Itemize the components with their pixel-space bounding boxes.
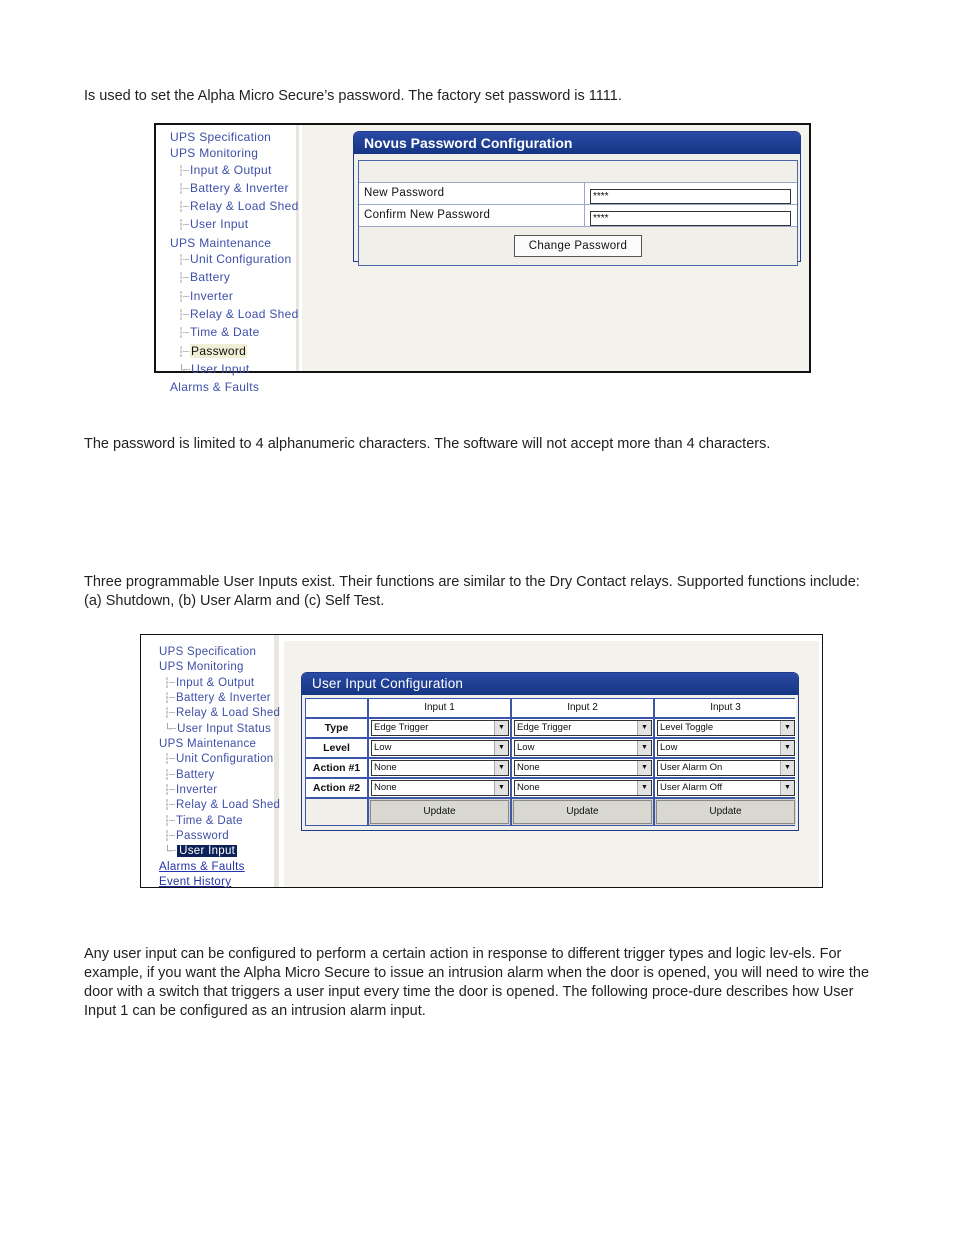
column-header-input-3: Input 3 [655,699,796,717]
column-header-input-1: Input 1 [369,699,510,717]
confirm-password-field[interactable] [590,211,791,226]
new-password-label: New Password [359,183,585,204]
chevron-down-icon[interactable]: ▼ [494,761,508,775]
action2-select-input-3[interactable]: User Alarm Off ▼ [657,780,795,796]
chevron-down-icon[interactable]: ▼ [637,721,651,735]
nav-ups-specification[interactable]: UPS Specification [170,130,272,144]
chevron-down-icon[interactable]: ▼ [494,741,508,755]
nav-inverter[interactable]: ┆┈ Inverter [178,288,234,303]
button-row [359,227,797,265]
content-area [284,641,819,887]
new-password-row [359,183,797,205]
type-select-input-1[interactable]: Edge Trigger ▼ [371,720,509,736]
sidebar-nav [141,635,279,887]
level-select-input-2[interactable]: Low ▼ [514,740,652,756]
nav-inverter[interactable]: ┆┈ Inverter [164,784,218,797]
password-config-screenshot [154,123,811,395]
user-input-table [305,698,795,826]
nav-ups-maintenance[interactable]: UPS Maintenance [159,738,257,751]
nav-ups-maintenance[interactable]: UPS Maintenance [170,235,272,250]
update-row-spacer [306,799,367,825]
update-button-input-3[interactable]: Update [656,800,795,824]
configuration-explanation-paragraph: Any user input can be configured to perform a certain action in response to different trigger types and logic lev-els. For example, if you want the Alpha Micro Secure to issue an intrusion alarm when the door is opened, you will need to wire the door with a switch that triggers a user input every time the door is opened. The following proce-dure describes how User Input 1 can be configured as an intrusion alarm input. [84,946,870,1019]
change-password-button[interactable]: Change Password [514,235,642,257]
nav-password[interactable]: ┆┈ Password [164,830,229,843]
action2-select-input-1[interactable]: None ▼ [371,780,509,796]
sidebar-nav [156,125,299,395]
nav-battery[interactable]: ┆┈ Battery [178,270,231,285]
nav-ups-monitoring[interactable]: UPS Monitoring [170,146,259,161]
password-form [358,160,798,266]
chevron-down-icon[interactable]: ▼ [494,781,508,795]
nav-relay-load-shed[interactable]: ┆┈ Relay & Load Shed [178,199,299,214]
corner-cell [306,699,367,717]
chevron-down-icon[interactable]: ▼ [637,761,651,775]
chevron-down-icon[interactable]: ▼ [780,721,794,735]
password-config-panel [353,131,801,262]
confirm-password-label: Confirm New Password [359,205,585,226]
nav-input-output[interactable]: ┆┈ Input & Output [178,162,272,177]
nav-alarms-faults[interactable]: Alarms & Faults [170,380,260,395]
nav-user-input-monitoring[interactable]: ┆┈ User Input [178,217,249,232]
nav-user-input[interactable]: └┈ User Input [164,845,236,858]
user-input-config-screenshot [140,634,823,888]
nav-time-date[interactable]: ┆┈ Time & Date [178,325,260,340]
row-header-action-1: Action #1 [306,759,367,777]
nav-event-history[interactable]: Event History [159,876,232,889]
chevron-down-icon[interactable]: ▼ [637,781,651,795]
action1-select-input-2[interactable]: None ▼ [514,760,652,776]
nav-ups-specification[interactable]: UPS Specification [159,646,257,658]
nav-alarms-faults[interactable]: Alarms & Faults [159,860,245,873]
nav-battery-inverter[interactable]: ┆┈ Battery & Inverter [178,180,289,195]
password-limit-paragraph: The password is limited to 4 alphanumeric characters. The software will not accept more than 4 characters. [84,436,771,452]
nav-password[interactable]: ┆┈ Password [178,343,247,358]
row-header-type: Type [306,719,367,737]
column-header-input-2: Input 2 [512,699,653,717]
content-area [302,125,809,371]
nav-battery-inverter[interactable]: ┆┈ Battery & Inverter [164,692,271,705]
nav-battery[interactable]: ┆┈ Battery [164,768,215,781]
action2-select-input-2[interactable]: None ▼ [514,780,652,796]
new-password-field[interactable] [590,189,791,204]
panel-title: User Input Configuration [302,673,798,695]
chevron-down-icon[interactable]: ▼ [780,761,794,775]
panel-title: Novus Password Configuration [354,132,800,154]
nav-user-input[interactable]: └┈ User Input [178,361,250,376]
user-inputs-paragraph: Three programmable User Inputs exist. Their functions are similar to the Dry Contact relays. Supported functions include: (a) Shutdown, (b) User Alarm and (c) Self Test. [84,574,860,609]
chevron-down-icon[interactable]: ▼ [780,741,794,755]
chevron-down-icon[interactable]: ▼ [780,781,794,795]
row-header-action-2: Action #2 [306,779,367,797]
type-select-input-2[interactable]: Edge Trigger ▼ [514,720,652,736]
form-spacer-row [359,161,797,183]
nav-ups-monitoring[interactable]: UPS Monitoring [159,661,244,674]
chevron-down-icon[interactable]: ▼ [637,741,651,755]
nav-unit-configuration[interactable]: ┆┈ Unit Configuration [178,252,292,267]
nav-unit-configuration[interactable]: ┆┈ Unit Configuration [164,753,274,766]
nav-relay-load-shed-maint[interactable]: ┆┈ Relay & Load Shed [178,306,299,321]
row-header-level: Level [306,739,367,757]
level-select-input-1[interactable]: Low ▼ [371,740,509,756]
type-select-input-3[interactable]: Level Toggle ▼ [657,720,795,736]
action1-select-input-3[interactable]: User Alarm On ▼ [657,760,795,776]
level-select-input-3[interactable]: Low ▼ [657,740,795,756]
nav-user-input-status[interactable]: └┈ User Input Status [164,722,272,735]
nav-relay-load-shed[interactable]: ┆┈ Relay & Load Shed [164,707,281,720]
intro-paragraph: Is used to set the Alpha Micro Secure’s password. The factory set password is 1111. [84,88,622,104]
confirm-password-row [359,205,797,227]
nav-input-output[interactable]: ┆┈ Input & Output [164,676,255,689]
nav-relay-load-shed-maint[interactable]: ┆┈ Relay & Load Shed [164,799,281,812]
nav-time-date[interactable]: ┆┈ Time & Date [164,814,243,827]
chevron-down-icon[interactable]: ▼ [494,721,508,735]
update-button-input-2[interactable]: Update [513,800,652,824]
user-input-config-panel [301,672,799,831]
update-button-input-1[interactable]: Update [370,800,509,824]
action1-select-input-1[interactable]: None ▼ [371,760,509,776]
